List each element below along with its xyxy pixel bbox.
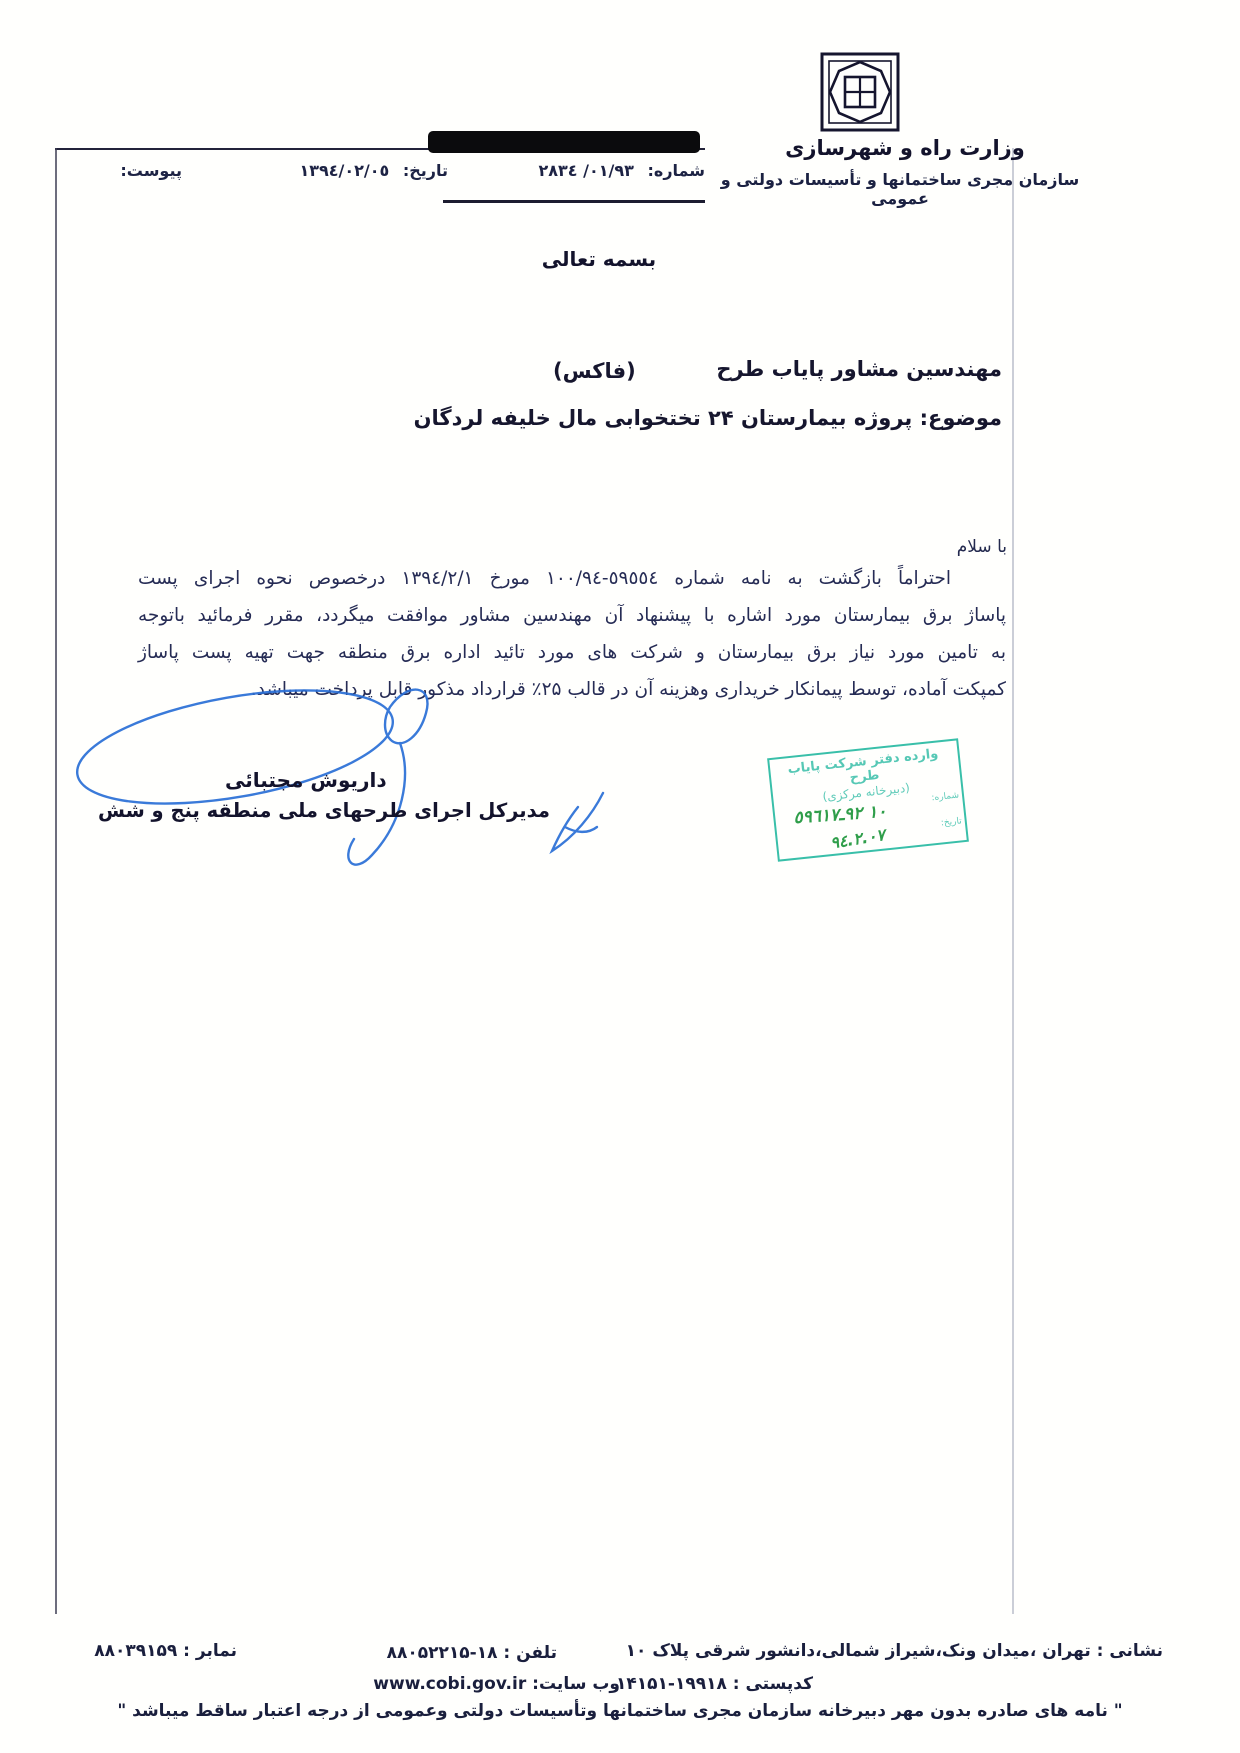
body-line: به تامین مورد نیاز برق بیمارستان و شرکت های مورد تائید اداره برق منطقه جهت تهیه پست پاساژ [138, 642, 1006, 663]
stamp-line2: (دبیرخانه مرکزی) [821, 780, 911, 804]
body-line: احتراماً بازگشت به نامه شماره ٥٩٥٥٤-١٠٠/٩٤ مورخ ١٣٩٤/٢/١ درخصوص نحوه اجرای پست [138, 568, 951, 589]
receipt-stamp [767, 738, 969, 861]
body-paragraph [138, 560, 1006, 708]
footer-address: نشانی : تهران ،میدان ونک،شیراز شمالی،دانشور شرقی پلاک ۱۰ [625, 1641, 1163, 1661]
signer-title: مدیرکل اجرای طرحهای ملی منطقه پنج و شش [98, 799, 550, 822]
footer-postal-code: کدپستی : ۱۹۹۱۸-۱۴۱۵۱ [615, 1674, 813, 1694]
footer-fax: نمابر : ۸۸۰۳۹۱۵۹ [94, 1641, 237, 1661]
field-date [299, 161, 448, 180]
stamp-number-label: شماره: [931, 790, 960, 804]
stamp-handwritten-number: ١٠ ٩٢ـ٥٩٦١٧ [792, 801, 888, 829]
body-line: کمپکت آماده، توسط پیمانکار خریداری وهزینه آن در قالب ۲۵٪ قرارداد مذکور قابل پرداخت میباشد. [250, 679, 1006, 700]
delivery-method: (فاکس) [553, 359, 636, 383]
website-url: www.cobi.gov.ir [373, 1674, 527, 1694]
subject-line: موضوع: پروژه بیمارستان ۲۴ تختخوابی مال خلیفه لردگان [413, 406, 1002, 430]
letter-right-border [1012, 148, 1014, 1614]
salutation: با سلام [956, 537, 1007, 557]
attachment-label: پیوست: [120, 161, 182, 180]
ministry-logo-icon [818, 50, 902, 134]
letter-left-border [55, 148, 57, 1614]
footer-website [373, 1674, 620, 1694]
number-label: شماره: [647, 161, 705, 180]
organization-name: سازمان مجری ساختمانها و تأسیسات دولتی و عمومی [720, 170, 1080, 208]
ministry-name: وزارت راه و شهرسازی [785, 136, 1025, 160]
footer-phone: تلفن : ۱۸-۸۸۰۵۲۲۱۵ [386, 1643, 557, 1663]
stamp-handwritten-date: ٩٤.٢.٠٧ [828, 825, 887, 853]
recipient-name: مهندسین مشاور پایاب طرح [716, 357, 1002, 381]
footer-disclaimer: " نامه های صادره بدون مهر دبیرخانه سازمان مجری ساختمانها وتأسیسات دولتی وعمومی از درجه اعتبار ساقط میباشد " [117, 1701, 1123, 1721]
field-attachment [120, 161, 182, 180]
redaction-black-bar [428, 131, 700, 153]
number-value: ٠١/٩٣/ ٢٨٣٤ [538, 161, 634, 180]
field-number [539, 161, 706, 180]
stamp-line1: وارده دفتر شرکت پایاب طرح [786, 746, 940, 786]
date-label: تاریخ: [402, 161, 448, 180]
besmeh-taala: بسمه تعالی [541, 247, 657, 271]
date-value: ١٣٩٤/٠٢/٠٥ [299, 161, 390, 180]
signer-name: داریوش مجتبائی [225, 768, 387, 792]
stamp-date-label: تاریخ: [940, 816, 963, 829]
body-line: پاساژ برق بیمارستان مورد اشاره با پیشنهاد آن مهندسین مشاور موافقت میگردد، مقرر فرمائید باتوجه [138, 605, 1006, 626]
number-field-underline [443, 200, 705, 203]
website-label: وب سایت: [532, 1674, 620, 1694]
